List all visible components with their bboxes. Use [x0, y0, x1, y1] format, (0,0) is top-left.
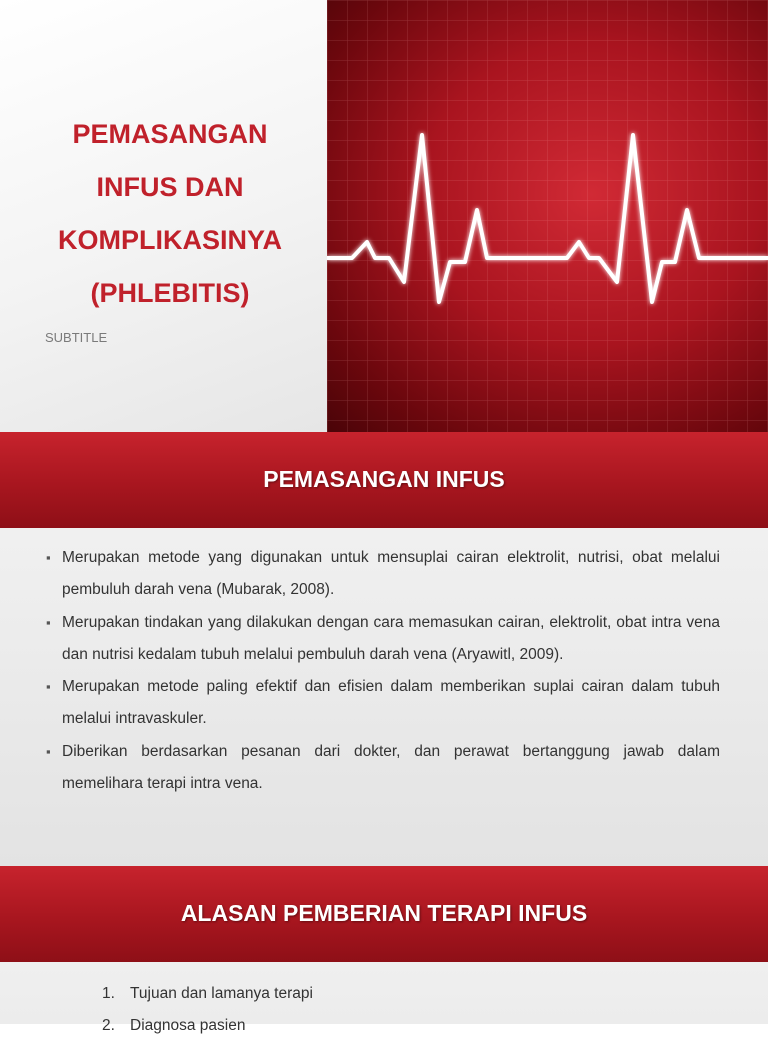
bullet-list — [46, 542, 720, 800]
title-panel — [0, 0, 327, 432]
slide-subtitle: SUBTITLE — [45, 330, 108, 345]
list-item-text: Merupakan metode yang digunakan untuk mensuplai cairan elektrolit, nutrisi, obat melalui pembuluh darah vena (Mubarak, 2008). — [62, 549, 720, 599]
list-item — [46, 736, 720, 801]
title-line: KOMPLIKASINYA — [57, 225, 283, 255]
list-item — [102, 1010, 313, 1042]
list-item-text: Tujuan dan lamanya terapi — [130, 985, 313, 1002]
bullet-icon: ▪ — [46, 614, 51, 630]
title-line: (PHLEBITIS) — [90, 278, 250, 308]
heartbeat-graphic — [327, 0, 768, 432]
list-number: 2. — [102, 1017, 115, 1034]
list-item-text: Merupakan tindakan yang dilakukan dengan cara memasukan cairan, elektrolit, obat intra vena dan nutrisi kedalam tubuh melalui pembuluh darah vena (Aryawitl, 2009). — [62, 613, 720, 663]
list-item — [46, 542, 720, 607]
list-number: 1. — [102, 985, 115, 1002]
heading-banner — [0, 432, 768, 528]
ecg-image — [327, 0, 768, 432]
slide-heading: ALASAN PEMBERIAN TERAPI INFUS — [180, 900, 588, 926]
slide-heading: PEMASANGAN INFUS — [263, 466, 505, 492]
bullet-icon: ▪ — [46, 679, 51, 695]
content-slide — [0, 432, 768, 866]
list-item-text: Diagnosa pasien — [130, 1017, 246, 1034]
list-item-text: Diberikan berdasarkan pesanan dari dokter, dan perawat bertanggung jawab dalam memelihara terapi intra vena. — [62, 742, 720, 793]
list-item — [46, 671, 720, 736]
slide-title — [20, 108, 320, 320]
title-line: PEMASANGAN — [72, 119, 268, 149]
list-item — [102, 978, 313, 1010]
title-slide — [0, 0, 768, 432]
title-line: INFUS DAN — [96, 172, 244, 202]
heading-banner — [0, 866, 768, 962]
numbered-list — [102, 978, 313, 1042]
bullet-icon: ▪ — [46, 550, 51, 565]
list-item — [46, 607, 720, 672]
bullet-icon: ▪ — [46, 743, 51, 759]
list-item-text: Merupakan metode paling efektif dan efisien dalam memberikan suplai cairan dalam tubuh melalui intravaskuler. — [62, 678, 720, 728]
content-slide — [0, 866, 768, 1034]
